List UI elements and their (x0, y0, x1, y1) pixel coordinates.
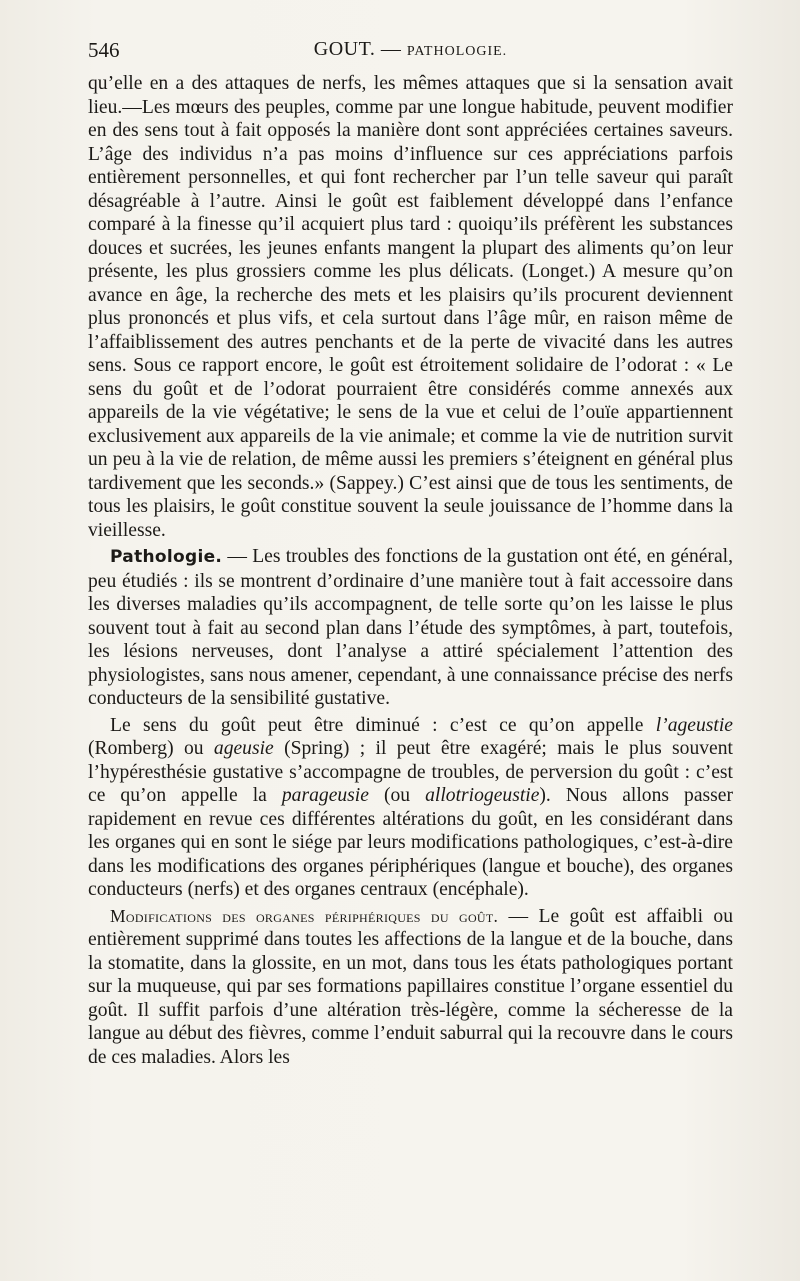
paragraph-text-segment: (ou (368, 785, 426, 806)
paragraph-continuation: qu’elle en a des attaques de nerfs, les mêmes attaques que si la sensation avait lieu.—Les mœurs des peuples, comme par une longue habitude, peuvent modifier en des sens tout à fait opposés la manière dont sont appréciées certaines saveurs. L’âge des individus n’a pas moins d’influence sur ces appréciations parfois entièrement personnelles, et qui font rechercher par l’un telle saveur qui paraît désagréable à l’autre. Ainsi le goût est faiblement développé dans l’enfance comparé à la finesse qu’il acquiert plus tard : quoiqu’ils préfèrent les substances douces et sucrées, les jeunes enfants mangent la plupart des aliments qu’on leur présente, les plus grossiers comme les plus délicats. (Longet.) A mesure qu’on avance en âge, la recherche des mets et les plaisirs qu’ils procurent deviennent plus prononcés et plus vifs, et cela surtout dans l’âge mûr, en raison même de l’affaiblissement des autres penchants et de la perte de vivacité dans les autres sens. Sous ce rapport encore, le goût est étroitement solidaire de l’odorat : « Le sens du goût et de l’odorat pourraient être considérés comme annexés aux appareils de la vie végétative; le sens de la vue et celui de l’ouïe appartiennent exclusivement aux appareils de la vie animale; et comme la vie de nutrition survit un peu à la vie de relation, de même aussi les premiers s’éteignent en général plus tardivement que les seconds.» (Sappey.) C’est ainsi que de tous les sentiments, de tous les plaisirs, le goût constitue souvent la seule jouissance de l’homme dans la vieillesse. (88, 73, 733, 541)
section-title-pathologie: Pathologie. (110, 547, 223, 567)
paragraph-modifications (88, 905, 733, 1070)
paragraph-ageusie (88, 714, 733, 902)
page-number: 546 (88, 38, 120, 62)
paragraph-text-segment: Le sens du goût peut être diminué : c’est ce qu’on appelle (110, 714, 656, 736)
term-ageusie: ageusie (213, 738, 274, 759)
subsection-title-modifications: Modifications des organes périphériques du goût. (110, 905, 499, 926)
paragraph-pathologie (88, 545, 733, 711)
term-parageusie: parageusie (281, 785, 369, 806)
paragraph-text-segment: ). Nous allons passer rapidement en revue ces différentes altérations du goût, en les considérant dans les organes qui en sont le siége par leurs modifications pathologiques, c’est-à-dire dans les modifications des organes périphériques (langue et bouche), des organes conducteurs (nerfs) et des organes centraux (encéphale). (88, 785, 734, 900)
paragraph-modifications-text: — Le goût est affaibli ou entièrement supprimé dans toutes les affections de la langue et de la bouche, dans la stomatite, dans la glossite, en un mot, dans tous les états pathologiques portant sur la muqueuse, qui par ses formations papillaires constitue l’organe essentiel du goût. Il suffit parfois d’une altération très-légère, comme la sécheresse de la langue au début des fièvres, comme l’enduit saburral qui la recouvre dans le cours de ces maladies. Alors les (88, 905, 733, 1068)
paragraph-text-segment: (Spring) ; il peut être exagéré; mais le plus souvent l’hypéresthésie gustative s’accompagne de troubles, de perversion du goût : c’est ce qu’on appelle la (88, 738, 733, 806)
term-allotriogeustie: allotriogeustie (425, 785, 540, 806)
running-title (88, 38, 733, 61)
term-ageustie: l’ageustie (655, 714, 733, 736)
paragraph-text-segment: (Romberg) ou (88, 738, 214, 759)
running-title-dash: — (380, 38, 402, 60)
body-text (88, 72, 733, 1069)
running-title-sub: PATHOLOGIE. (406, 44, 508, 59)
paragraph-pathologie-text: — Les troubles des fonctions de la gustation ont été, en général, peu étudiés : ils se montrent d’ordinaire d’une manière tout à fait accessoire dans les diverses maladies qu’ils accompagnent, de telle sorte qu’on les laisse le plus souvent tout à fait au second plan dans l’étude des symptômes, à part, toutefois, les lésions nerveuses, dont l’analyse a attiré spécialement l’attention des physiologistes, sans nous amener, cependant, à une connaissance précise des nerfs conducteurs de la sensibilité gustative. (88, 546, 733, 709)
running-title-main: GOUT. (313, 38, 376, 60)
running-header (88, 38, 733, 66)
